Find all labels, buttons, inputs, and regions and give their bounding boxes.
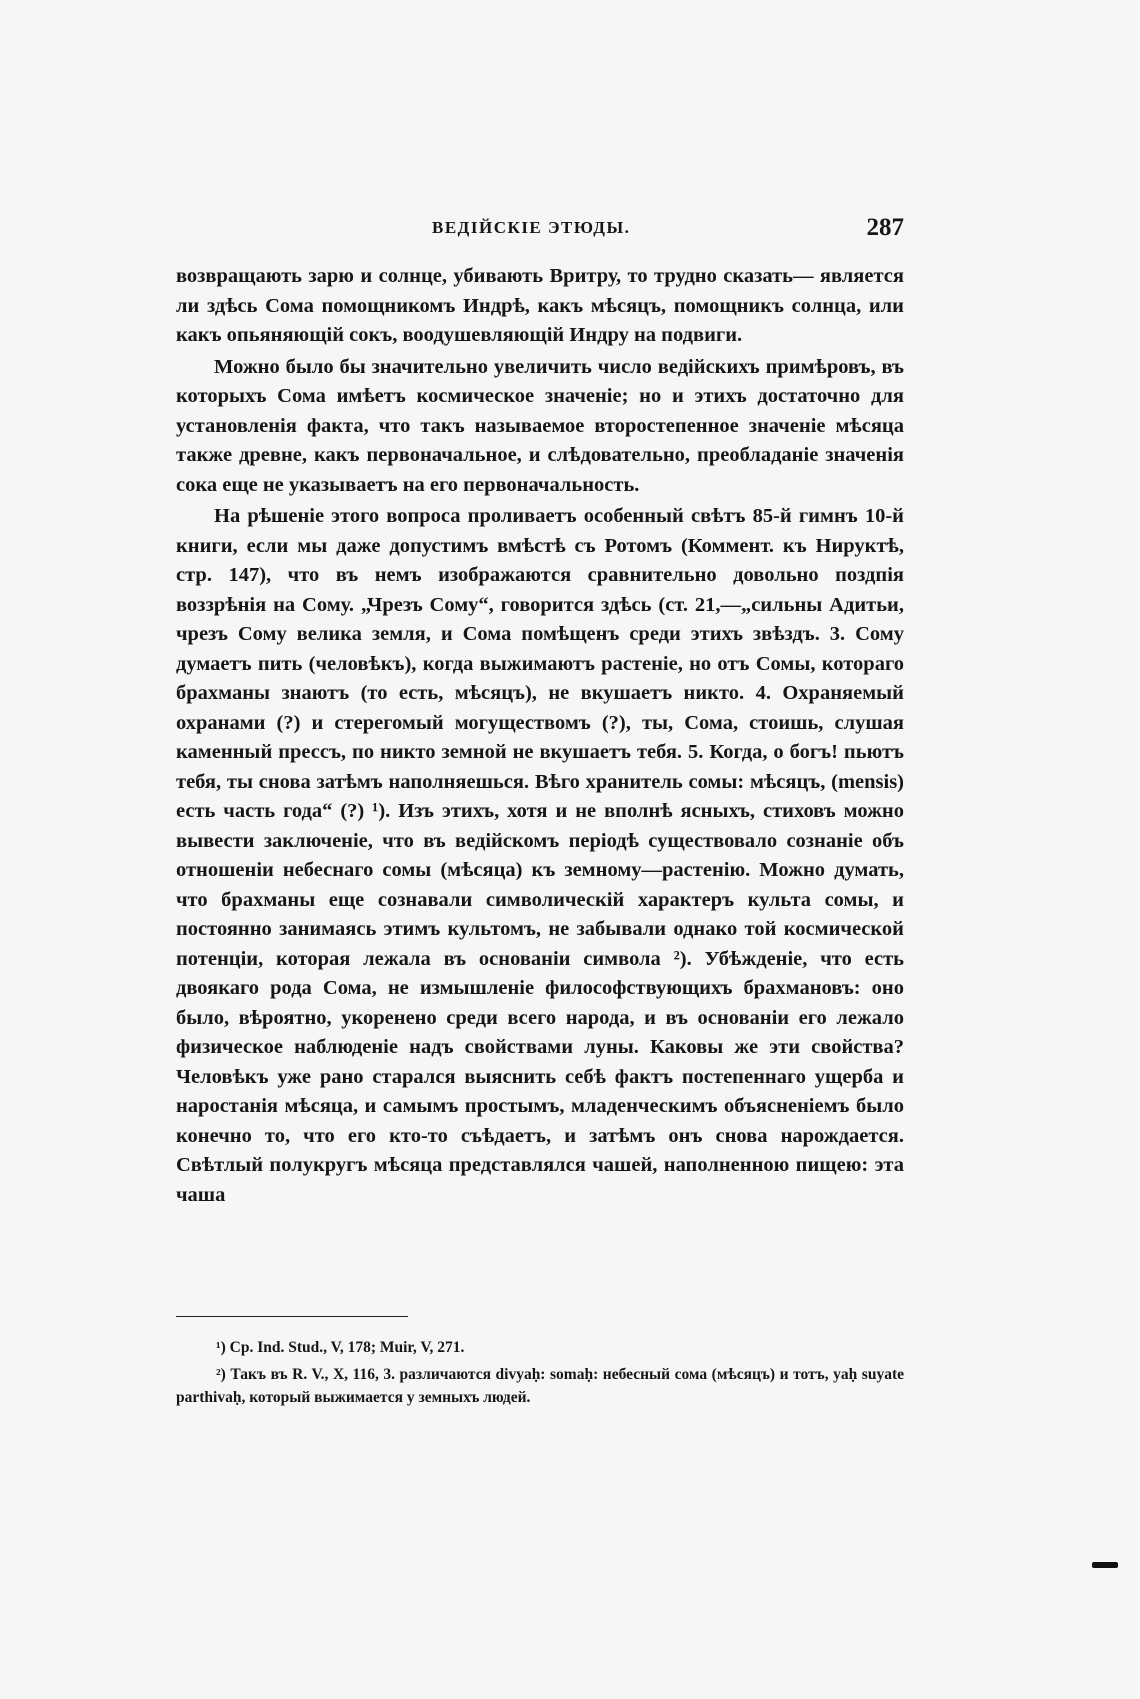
footnote-1: ¹) Ср. Ind. Stud., V, 178; Muir, V, 271. xyxy=(216,1339,465,1356)
page-number: 287 xyxy=(866,214,904,241)
paragraph-3: На рѣшеніе этого вопроса проливаетъ особенный свѣтъ 85-й гимнъ 10-й книги, если мы даже допустимъ вмѣстѣ съ Ротомъ (Коммент. къ Нируктѣ, стр. 147), что въ немъ изображаются сравнительно довольно поздпія воззрѣнія на Сому. „Чрезъ Сому“, говорится здѣсь (ст. 21,—„сильны Адитьи, чрезъ Сому велика земля, и Сома помѣщенъ среди этихъ звѣздъ. 3. Сому думаетъ пить (человѣкъ), когда выжимаютъ растеніе, но отъ Сомы, котораго брахманы знаютъ (то есть, мѣсяцъ), не вкушаетъ никто. 4. Охраняемый охранами (?) и стерегомый могуществомъ (?), ты, Сома, стоишь, слушая каменный прессъ, по никто земной не вкушаетъ тебя. 5. Когда, о богъ! пьютъ тебя, ты снова затѣмъ наполняешься. Вѣго хранитель сомы: мѣсяцъ, (mensis) есть часть года“ (?) ¹). Изъ этихъ, хотя и не вполнѣ ясныхъ, стиховъ можно вывести заключеніе, что въ ведійскомъ періодѣ существовало сознаніе объ отношеніи небеснаго сомы (мѣсяца) къ земному—растенію. Можно думать, что брахманы еще сознавали символическій характеръ культа сомы, и постоянно занимаясь этимъ культомъ, не забывали однако той космической потенціи, которая лежала въ основаніи символа ²). Убѣжденіе, что есть двоякаго рода Сома, не измышленіе философствующихъ брахмановъ: оно было, вѣроятно, укоренено среди всего народа, и въ основаніи его лежало физическое наблюденіе надъ свойствами луны. Каковы же эти свойства? Человѣкъ уже рано старался выяснить себѣ фактъ постепеннаго ущерба и наростанія мѣсяца, и самымъ простымъ, младенческимъ объясненіемъ было конечно то, что его кто-то съѣдаетъ, и затѣмъ онъ снова нарождается. Свѣтлый полукругъ мѣсяца представлялся чашей, наполненною пищею: эта чаша xyxy=(176,505,904,1206)
page-header xyxy=(176,214,904,248)
paragraph-2: Можно было бы значительно увеличить число ведійскихъ примѣровъ, въ которыхъ Сома имѣетъ космическое значеніе; но и этихъ достаточно для установленія факта, что такъ называемое второстепенное значеніе мѣсяца также древне, какъ первоначальное, и слѣдовательно, преобладаніе значенія сока еще не указываетъ на его первоначальность. xyxy=(176,355,904,496)
running-title: ВЕДІЙСКІЕ ЭТЮДЫ. xyxy=(432,218,631,237)
footnotes xyxy=(176,1336,904,1413)
margin-mark xyxy=(1092,1562,1118,1568)
footnote-2: ²) Такъ въ R. V., X, 116, 3. различаются divyaḥ: somaḥ: небесный сома (мѣсяцъ) и тотъ, yaḥ suyate parthivaḥ, который выжимается у земныхъ людей. xyxy=(176,1366,904,1406)
main-text xyxy=(176,262,904,1212)
paragraph-1: возвращають зарю и солнце, убивають Вритру, то трудно сказать— является ли здѣсь Сома помощникомъ Индрѣ, какъ мѣсяцъ, помощникъ солнца, или какъ опьяняющій сокъ, воодушевляющій Индру на подвиги. xyxy=(176,265,904,346)
footnote-divider xyxy=(176,1316,408,1317)
